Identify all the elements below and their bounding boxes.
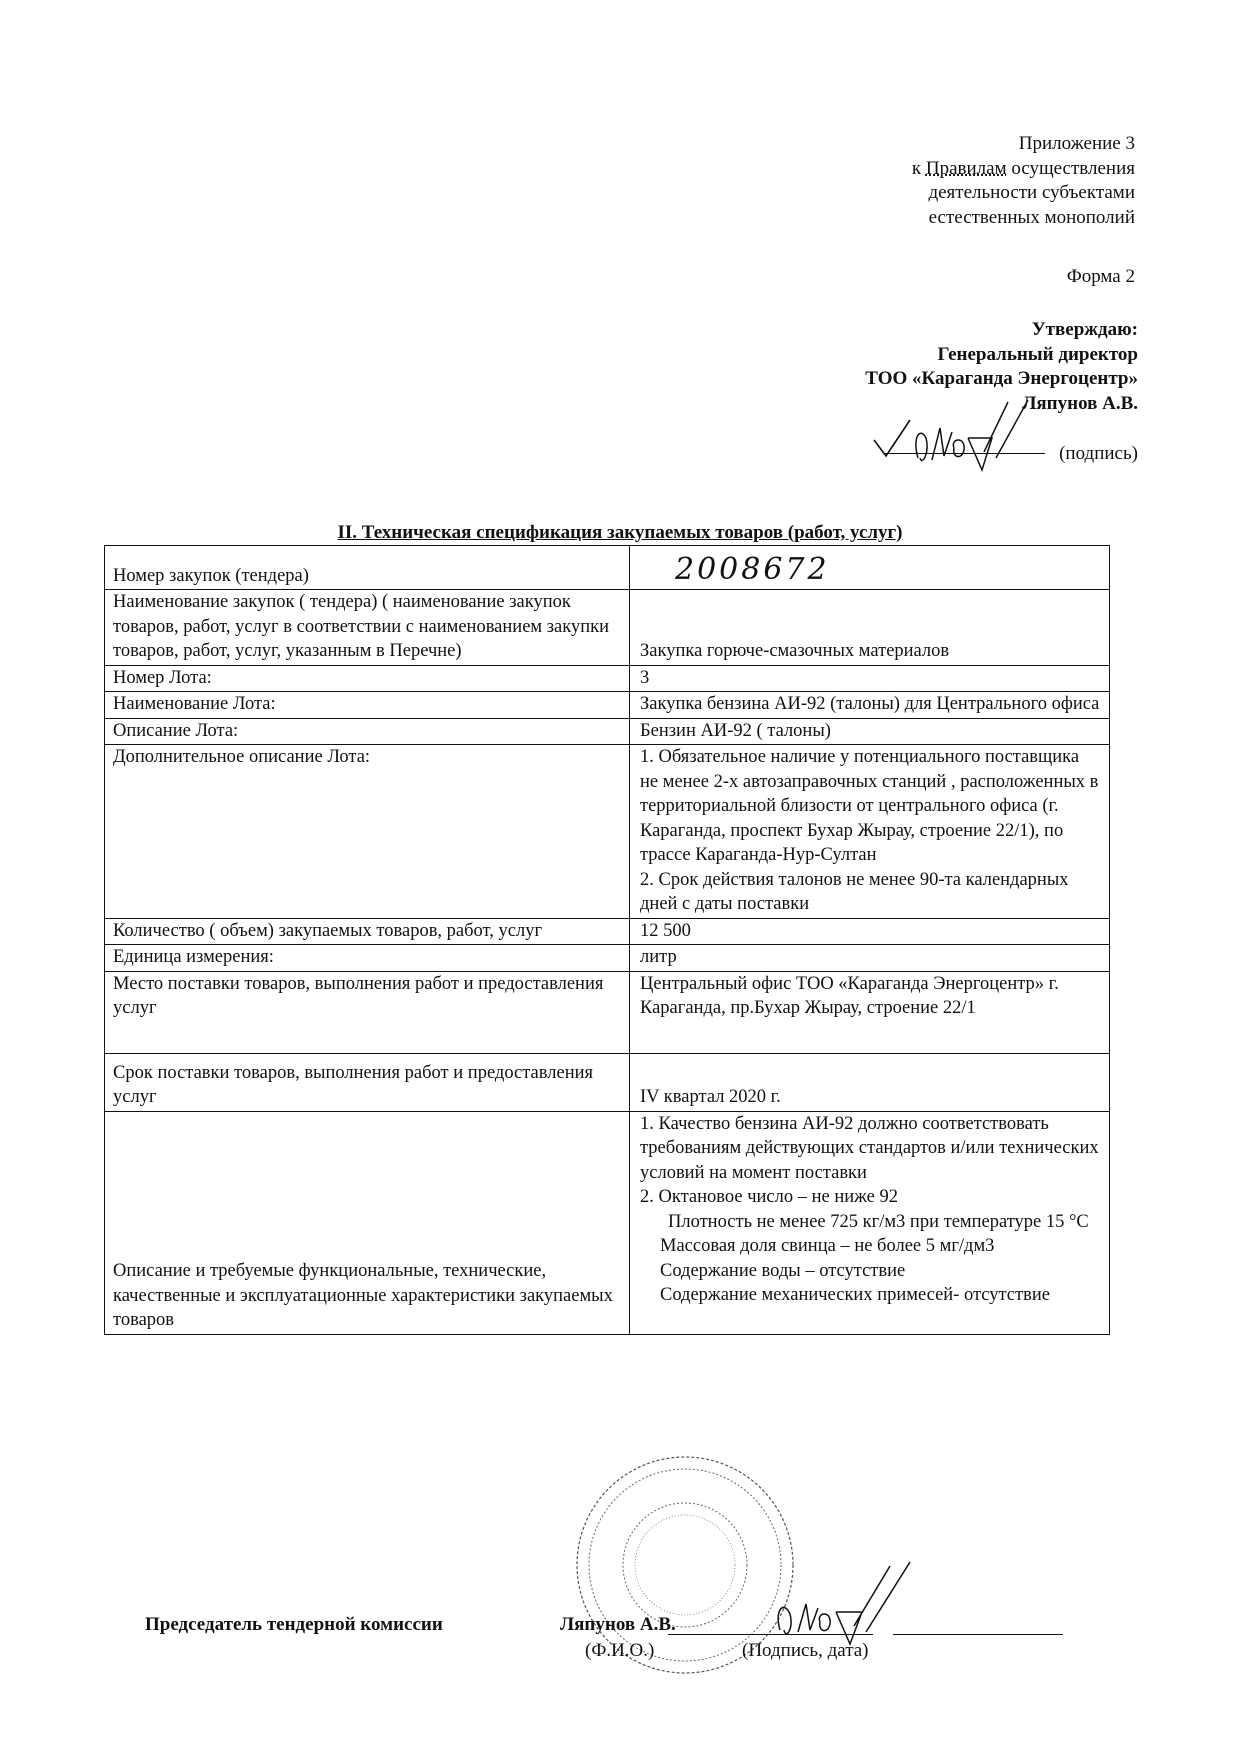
row-value: Центральный офис ТОО «Караганда Энергоцентр» г. Караганда, пр.Бухар Жырау, строение 22/1	[630, 971, 1110, 1053]
row-value: 12 500	[630, 918, 1110, 945]
row-label: Место поставки товаров, выполнения работ и предоставления услуг	[105, 971, 630, 1053]
appendix-reference	[912, 132, 1135, 230]
row-label: Срок поставки товаров, выполнения работ и предоставления услуг	[105, 1053, 630, 1111]
approval-heading: Утверждаю:	[1031, 319, 1138, 340]
row-value: Закупка бензина АИ-92 (талоны) для Центрального офиса	[630, 692, 1110, 719]
value-line: Плотность не менее 725 кг/м3 при температуре 15 °С	[668, 1211, 1089, 1232]
tender-number-handwritten: 2008672	[675, 552, 830, 587]
signature-caption: (подпись)	[1059, 443, 1138, 464]
appendix-line: Приложение 3	[1018, 133, 1135, 154]
commission-chair-name: Ляпунов А.В.	[560, 1614, 676, 1635]
row-value: Закупка горюче-смазочных материалов	[630, 590, 1110, 666]
value-line: 1. Обязательное наличие у потенциального поставщика не менее 2-х автозаправочных станций , расположенных в территориальной близости от центрального офиса (г. Караганда, проспект Бухар Жырау, строение 22/1), по трассе Караганда-Нур-Султан	[640, 747, 1099, 865]
table-row	[105, 1111, 1110, 1334]
table-row	[105, 945, 1110, 972]
row-value	[630, 1111, 1110, 1334]
row-value	[630, 745, 1110, 919]
value-line: Содержание механических примесей- отсутствие	[660, 1285, 1050, 1305]
row-label: Количество ( объем) закупаемых товаров, работ, услуг	[105, 918, 630, 945]
form-label: Форма 2	[1066, 266, 1135, 287]
table-row	[105, 745, 1110, 919]
approver-company: ТОО «Караганда Энергоцентр»	[865, 368, 1138, 389]
row-value: Бензин АИ-92 ( талоны)	[630, 718, 1110, 745]
spec-table	[104, 545, 1110, 1335]
commission-chair-label: Председатель тендерной комиссии	[145, 1614, 443, 1635]
row-label: Номер закупок (тендера)	[105, 546, 630, 590]
row-value	[630, 546, 1110, 590]
signature-line	[885, 453, 1045, 454]
approver-name: Ляпунов А.В.	[1022, 392, 1138, 414]
director-signature	[910, 398, 1050, 478]
row-label: Наименование Лота:	[105, 692, 630, 719]
table-row	[105, 692, 1110, 719]
appendix-line: естественных монополий	[928, 206, 1135, 228]
table-row	[105, 718, 1110, 745]
table-row	[105, 971, 1110, 1053]
row-label: Описание Лота:	[105, 718, 630, 745]
value-line: Содержание воды – отсутствие	[660, 1260, 906, 1281]
appendix-line: к Правилам осуществления	[911, 157, 1135, 179]
chair-signature	[770, 1560, 940, 1650]
signature-date-caption: (Подпись, дата)	[742, 1640, 869, 1661]
row-label: Дополнительное описание Лота:	[105, 745, 630, 919]
table-row	[105, 918, 1110, 945]
rules-link: Правилам	[925, 157, 1007, 179]
row-label: Описание и требуемые функциональные, технические, качественные и эксплуатационные характеристики закупаемых товаров	[105, 1111, 630, 1334]
value-line: 2. Срок действия талонов не менее 90-та календарных дней с даты поставки	[640, 869, 1069, 914]
row-value: IV квартал 2020 г.	[630, 1053, 1110, 1111]
value-line: 1. Качество бензина АИ-92 должно соответствовать требованиям действующих стандартов и/или технических условий на момент поставки	[640, 1113, 1099, 1183]
appendix-line: деятельности субъектами	[928, 182, 1135, 203]
table-row	[105, 1053, 1110, 1111]
row-label: Единица измерения:	[105, 945, 630, 972]
row-value: литр	[630, 945, 1110, 972]
section-title: II. Техническая спецификация закупаемых товаров (работ, услуг)	[337, 522, 903, 543]
table-row	[105, 590, 1110, 666]
table-row	[105, 546, 1110, 590]
value-line: 2. Октановое число – не ниже 92	[640, 1187, 899, 1207]
fio-caption: (Ф.И.О.)	[585, 1640, 655, 1661]
row-label: Номер Лота:	[105, 665, 630, 692]
table-row	[105, 665, 1110, 692]
approver-position: Генеральный директор	[937, 343, 1138, 365]
row-label: Наименование закупок ( тендера) ( наименование закупок товаров, работ, услуг в соответствии с наименованием закупки товаров, работ, услуг, указанным в Перечне)	[105, 590, 630, 666]
value-line: Массовая доля свинца – не более 5 мг/дм3	[660, 1236, 995, 1256]
row-value: 3	[630, 665, 1110, 692]
